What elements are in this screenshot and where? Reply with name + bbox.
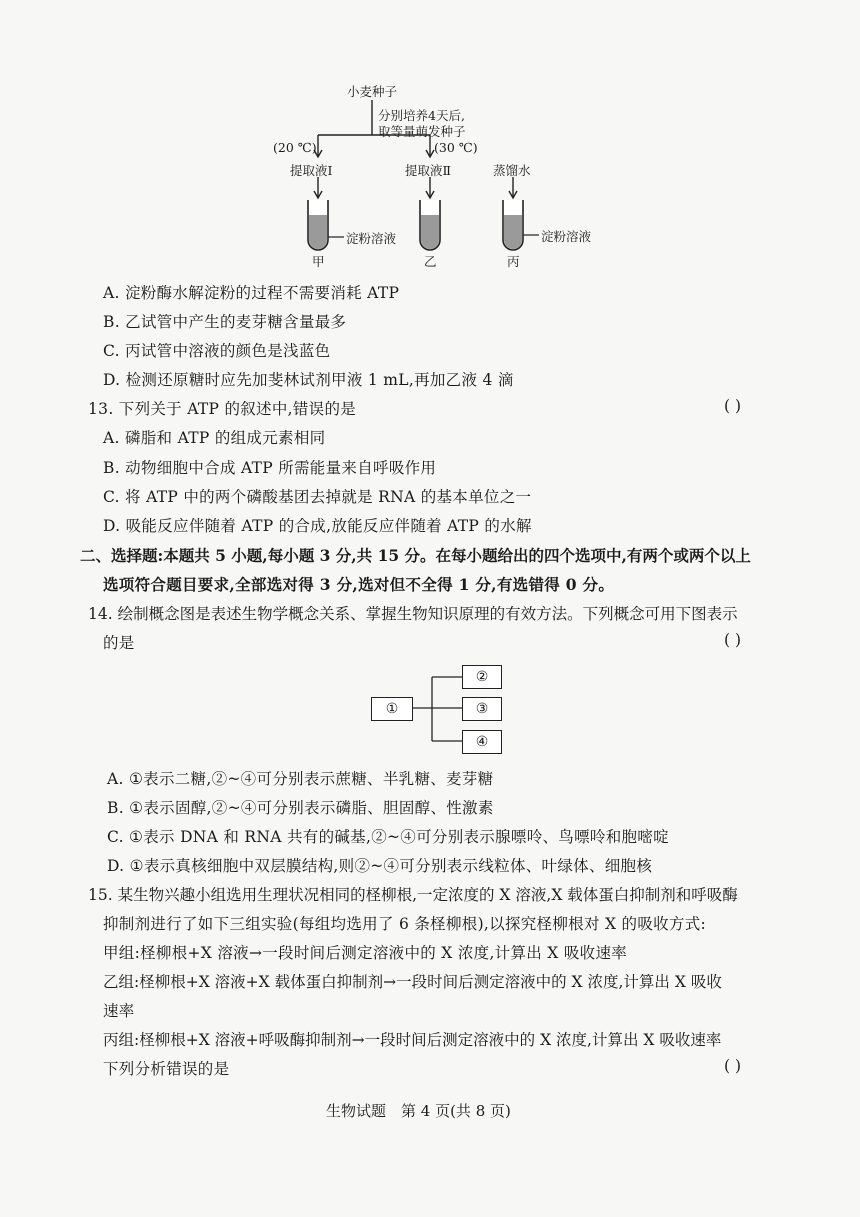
section2-heading-line1: 二、选择题:本题共 5 小题,每小题 3 分,共 15 分。在每小题给出的四个选项中,有两个或两个以上 [80,546,751,565]
q15-group-c: 丙组:柽柳根+X 溶液+呼吸酶抑制剂→一段时间后测定溶液中的 X 浓度,计算出 X 吸收速率 [103,1031,722,1049]
q13-answer-paren: ( ) [724,397,742,415]
q14-stem-line2: 的是 [103,634,135,652]
concept-node-2: ② [462,665,502,689]
section2-heading-line2: 选项符合题目要求,全部选对得 3 分,选对但不全得 1 分,有选错得 0 分。 [103,575,615,594]
test-tube-bing [503,200,523,250]
tube-label-yi: 乙 [424,254,437,269]
starch-label-2: 淀粉溶液 [541,229,592,244]
concept-node-4: ④ [462,730,502,754]
test-tube-jia [308,200,328,250]
concept-node-3: ③ [462,697,502,721]
q15-group-b-line2: 速率 [103,1002,135,1020]
seed-label: 小麦种子 [347,84,398,99]
q15-answer-paren: ( ) [724,1057,742,1075]
q13-stem: 13. 下列关于 ATP 的叙述中,错误的是 [88,400,357,418]
concept-diagram-lines [410,672,470,752]
q14-stem-line1: 14. 绘制概念图是表述生物学概念关系、掌握生物知识原理的有效方法。下列概念可用下图表示 [88,605,738,623]
q12-option-c: C. 丙试管中溶液的颜色是浅蓝色 [103,342,331,360]
q15-stem-line2: 抑制剂进行了如下三组实验(每组均选用了 6 条柽柳根),以探究柽柳根对 X 的吸收方式: [103,915,707,933]
q13-option-a: A. 磷脂和 ATP 的组成元素相同 [103,429,326,447]
q13-option-b: B. 动物细胞中合成 ATP 所需能量来自呼吸作用 [103,459,437,477]
q12-option-a: A. 淀粉酶水解淀粉的过程不需要消耗 ATP [103,284,400,302]
water-label: 蒸馏水 [493,163,531,178]
test-tube-yi [420,200,440,250]
q14-answer-paren: ( ) [724,631,742,649]
instruction-line1: 分别培养4天后, [378,108,465,123]
concept-node-1: ① [371,697,413,721]
tube-label-bing: 丙 [507,254,520,269]
q14-option-a: A. ①表示二糖,②~④可分别表示蔗糖、半乳糖、麦芽糖 [107,770,494,788]
extract1-label: 提取液Ⅰ [290,163,333,178]
q15-group-a: 甲组:柽柳根+X 溶液→一段时间后测定溶液中的 X 浓度,计算出 X 吸收速率 [103,944,628,962]
page-footer: 生物试题 第 4 页(共 8 页) [326,1102,511,1120]
q15-stem-line1: 15. 某生物兴趣小组选用生理状况相同的柽柳根,一定浓度的 X 溶液,X 载体蛋白抑制剂和呼吸酶 [88,886,738,904]
q13-option-c: C. 将 ATP 中的两个磷酸基团去掉就是 RNA 的基本单位之一 [103,488,532,506]
instruction-line2: 取等量萌发种子 [378,124,466,139]
temp-left-label: (20 ℃) [273,140,317,155]
temp-right-label: (30 ℃) [434,140,478,155]
q12-option-b: B. 乙试管中产生的麦芽糖含量最多 [103,313,347,331]
q15-question: 下列分析错误的是 [103,1060,230,1078]
extract2-label: 提取液Ⅱ [405,163,451,178]
q13-option-d: D. 吸能反应伴随着 ATP 的合成,放能反应伴随着 ATP 的水解 [103,517,532,535]
q12-option-d: D. 检测还原糖时应先加斐林试剂甲液 1 mL,再加乙液 4 滴 [103,371,514,389]
starch-label-1: 淀粉溶液 [346,231,397,246]
q14-option-c: C. ①表示 DNA 和 RNA 共有的碱基,②~④可分别表示腺嘌呤、鸟嘌呤和胞嘧啶 [107,828,669,846]
q15-group-b-line1: 乙组:柽柳根+X 溶液+X 载体蛋白抑制剂→一段时间后测定溶液中的 X 浓度,计算出 X 吸收 [103,973,722,991]
q14-option-b: B. ①表示固醇,②~④可分别表示磷脂、胆固醇、性激素 [107,799,494,817]
q14-option-d: D. ①表示真核细胞中双层膜结构,则②~④可分别表示线粒体、叶绿体、细胞核 [107,857,653,875]
tube-label-jia: 甲 [312,254,325,269]
